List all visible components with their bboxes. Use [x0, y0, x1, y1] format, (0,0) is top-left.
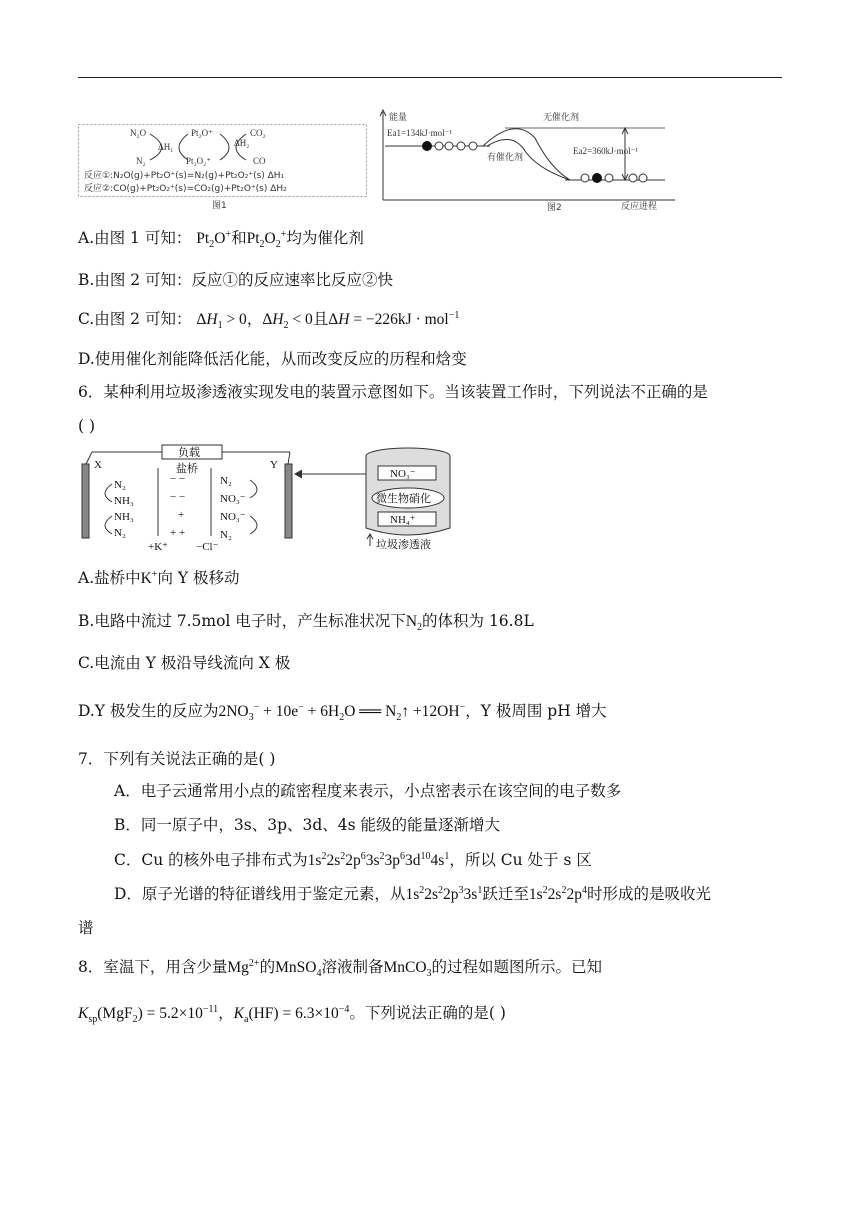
- q6-stem: 6．某种利用垃圾渗透液实现发电的装置示意图如下。当该装置工作时，下列说法不正确的是: [78, 383, 708, 401]
- fig1-co2: CO₂: [250, 128, 266, 138]
- q6-option-d: D.Y 极发生的反应为$2NO_3^- + 10e^- + 6H_2O$ ══ $N_2↑ +12OH^-$，Y 极周围 pH 增大: [78, 701, 607, 724]
- fig2-ylabel: 能量: [389, 113, 408, 123]
- q8-stem-suffix: 的过程如题图所示。已知: [431, 958, 603, 976]
- svg-text:− −: − −: [170, 491, 186, 503]
- header-rule: [78, 77, 782, 78]
- fig1-n2: N₂: [136, 156, 146, 166]
- q7-c-suffix: ，所以 Cu 处于 s 区: [449, 851, 592, 869]
- q6-load-label: 负载: [178, 446, 200, 459]
- fig2-ea1: Ea1=134kJ·mol⁻¹: [387, 128, 453, 138]
- q6-b-prefix: B.电路中流过 7.5mol 电子时，产生标准状况下: [78, 612, 406, 630]
- q6-a-suffix: 向 Y 极移动: [157, 569, 240, 587]
- q7-d-prefix: D．原子光谱的特征谱线用于鉴定元素，从: [114, 885, 406, 903]
- q8-stem-prefix: 8．室温下，用含少量: [78, 958, 228, 976]
- q5-a-suffix: 均为催化剂: [286, 229, 364, 247]
- fig2-caption: 图2: [547, 203, 562, 213]
- q6-electrode-x-label: X: [94, 459, 102, 471]
- q7-stem: 7．下列有关说法正确的是( ): [78, 750, 276, 768]
- q7-option-d-wrap: 谱: [78, 919, 94, 937]
- q6-left-nh3-bottom: NH₃: [114, 511, 134, 523]
- q8-stem-line-2-suffix: 。下列说法正确的是( ): [349, 1004, 506, 1022]
- svg-text:+ +: + +: [170, 527, 186, 539]
- q6-cell-diagram: [78, 442, 498, 554]
- fig1-co: CO: [253, 156, 266, 166]
- q6-option-b: B.电路中流过 7.5mol 电子时，产生标准状况下$N_2$的体积为 16.8L: [78, 612, 534, 634]
- q6-cylinder-no3: NO₃⁻: [390, 468, 416, 480]
- q7-option-d: D．原子光谱的特征谱线用于鉴定元素，从$1s^22s^22p^33s^1$跃迁至$1s^22s^22p^4$时形成的是吸收光: [114, 884, 711, 903]
- q7-c-prefix: C．Cu 的核外电子排布式为: [114, 851, 308, 869]
- svg-text:+: +: [178, 509, 185, 521]
- q6-answer-paren: ( ): [78, 417, 96, 435]
- fig2-with-catalyst: 有催化剂: [487, 153, 524, 163]
- q6-option-a: A.盐桥中K+向 Y 极移动: [78, 568, 240, 587]
- fig1-dh2: ΔH₂: [234, 138, 250, 148]
- q6-left-n2-bottom: N₂: [114, 527, 126, 539]
- q6-cylinder-nh4: NH₄⁺: [390, 514, 416, 526]
- q6-salt-bridge-label: 盐桥: [176, 462, 198, 475]
- q6-left-nh3-top: NH₃: [114, 495, 134, 507]
- q6-k-ion-label: +K⁺: [148, 541, 168, 553]
- q5-option-d: D.使用催化剂能降低活化能，从而改变反应的历程和焓变: [78, 350, 467, 368]
- q5-a-connector: 和: [231, 229, 247, 247]
- q7-option-b: B．同一原子中，3s、3p、3d、4s 能级的能量逐渐增大: [114, 816, 501, 834]
- svg-text:− −: − −: [170, 473, 186, 485]
- q5-option-b: B.由图 2 可知：反应①的反应速率比反应②快: [78, 271, 394, 289]
- q8-stem-line-2: $K_{sp}(MgF_2) = 5.2\times 10^{-11}$，$K_a(HF) = 6.3\times 10^{-4}$。下列说法正确的是( ): [78, 1003, 506, 1026]
- fig1-n2o: N₂O: [130, 128, 147, 138]
- q6-d-suffix: ，Y 极周围 pH 增大: [465, 702, 607, 720]
- fig1-reaction-2: 反应②:CO(g)+Pt₂O₂⁺(s)=CO₂(g)+Pt₂O⁺(s) ΔH₂: [84, 184, 287, 194]
- q7-d-suffix: 时形成的是吸收光: [586, 885, 711, 903]
- q7-option-c: C．Cu 的核外电子排布式为$1s^22s^22p^63s^23p^63d^{10}4s^1$，所以 Cu 处于 s 区: [114, 850, 592, 869]
- q6-d-prefix: D.Y 极发生的反应为: [78, 702, 219, 720]
- q8-stem-line-1: 8．室温下，用含少量$Mg^{2+}$的MnSO$_4$溶液制备MnCO$_3$的过程如题图所示。已知: [78, 957, 603, 980]
- q5-c-prefix: C.由图 2 可知：: [78, 310, 192, 328]
- fig1-reaction-1: 反应①:N₂O(g)+Pt₂O⁺(s)=N₂(g)+Pt₂O₂⁺(s) ΔH₁: [84, 171, 285, 181]
- q6-right-n2-bottom: N₂: [220, 529, 232, 541]
- q5-a-prefix: A.由图 1 可知：: [78, 229, 192, 247]
- q5-option-a: A.由图 1 可知： $Pt_2O^+$和$Pt_2O_2^+$均为催化剂: [78, 228, 364, 251]
- fig1-pt2o2: Pt₂O₂⁺: [186, 156, 212, 166]
- q6-right-no3-bottom: NO₃⁻: [220, 511, 246, 523]
- fig2-ea2: Ea2=360kJ·mol⁻¹: [573, 146, 639, 156]
- figure-2-energy-profile: [375, 108, 685, 213]
- q6-a-prefix: A.盐桥中: [78, 569, 141, 587]
- fig1-pt2o: Pt₂O⁺: [191, 128, 213, 138]
- q6-leachate-label: 垃圾渗透液: [376, 538, 431, 551]
- fig1-caption: 图1: [212, 201, 227, 211]
- q7-option-a: A．电子云通常用小点的疏密程度来表示，小点密表示在该空间的电子数多: [114, 782, 622, 800]
- q6-option-c: C.电流由 Y 极沿导线流向 X 极: [78, 654, 291, 672]
- q5-c-connector: 且: [312, 310, 329, 328]
- q6-b-suffix: 的体积为 16.8L: [422, 612, 534, 630]
- q6-microbe-nitrification: 微生物硝化: [376, 492, 431, 505]
- q6-right-n2-top: N₂: [220, 475, 232, 487]
- fig2-xlabel: 反应进程: [621, 202, 658, 212]
- fig2-no-catalyst: 无催化剂: [543, 113, 580, 123]
- q8-stem-connector-2: 溶液制备: [321, 958, 384, 976]
- q5-option-c: C.由图 2 可知： $\Delta H_1 > 0$，$\Delta H_2 < 0$且ΔH = −226kJ · mol$^{-1}$: [78, 309, 460, 332]
- q6-cl-ion-label: −Cl⁻: [196, 541, 219, 553]
- figure-1-catalysis-cycle: [78, 124, 368, 210]
- q6-right-no3-top: NO₃⁻: [220, 493, 246, 505]
- q6-electrode-y-label: Y: [270, 459, 278, 471]
- q7-d-connector: 跃迁至: [482, 885, 529, 903]
- fig1-dh1: ΔH₁: [158, 142, 174, 152]
- q8-stem-connector-1: 的: [259, 958, 276, 976]
- q6-left-n2-top: N₂: [114, 479, 126, 491]
